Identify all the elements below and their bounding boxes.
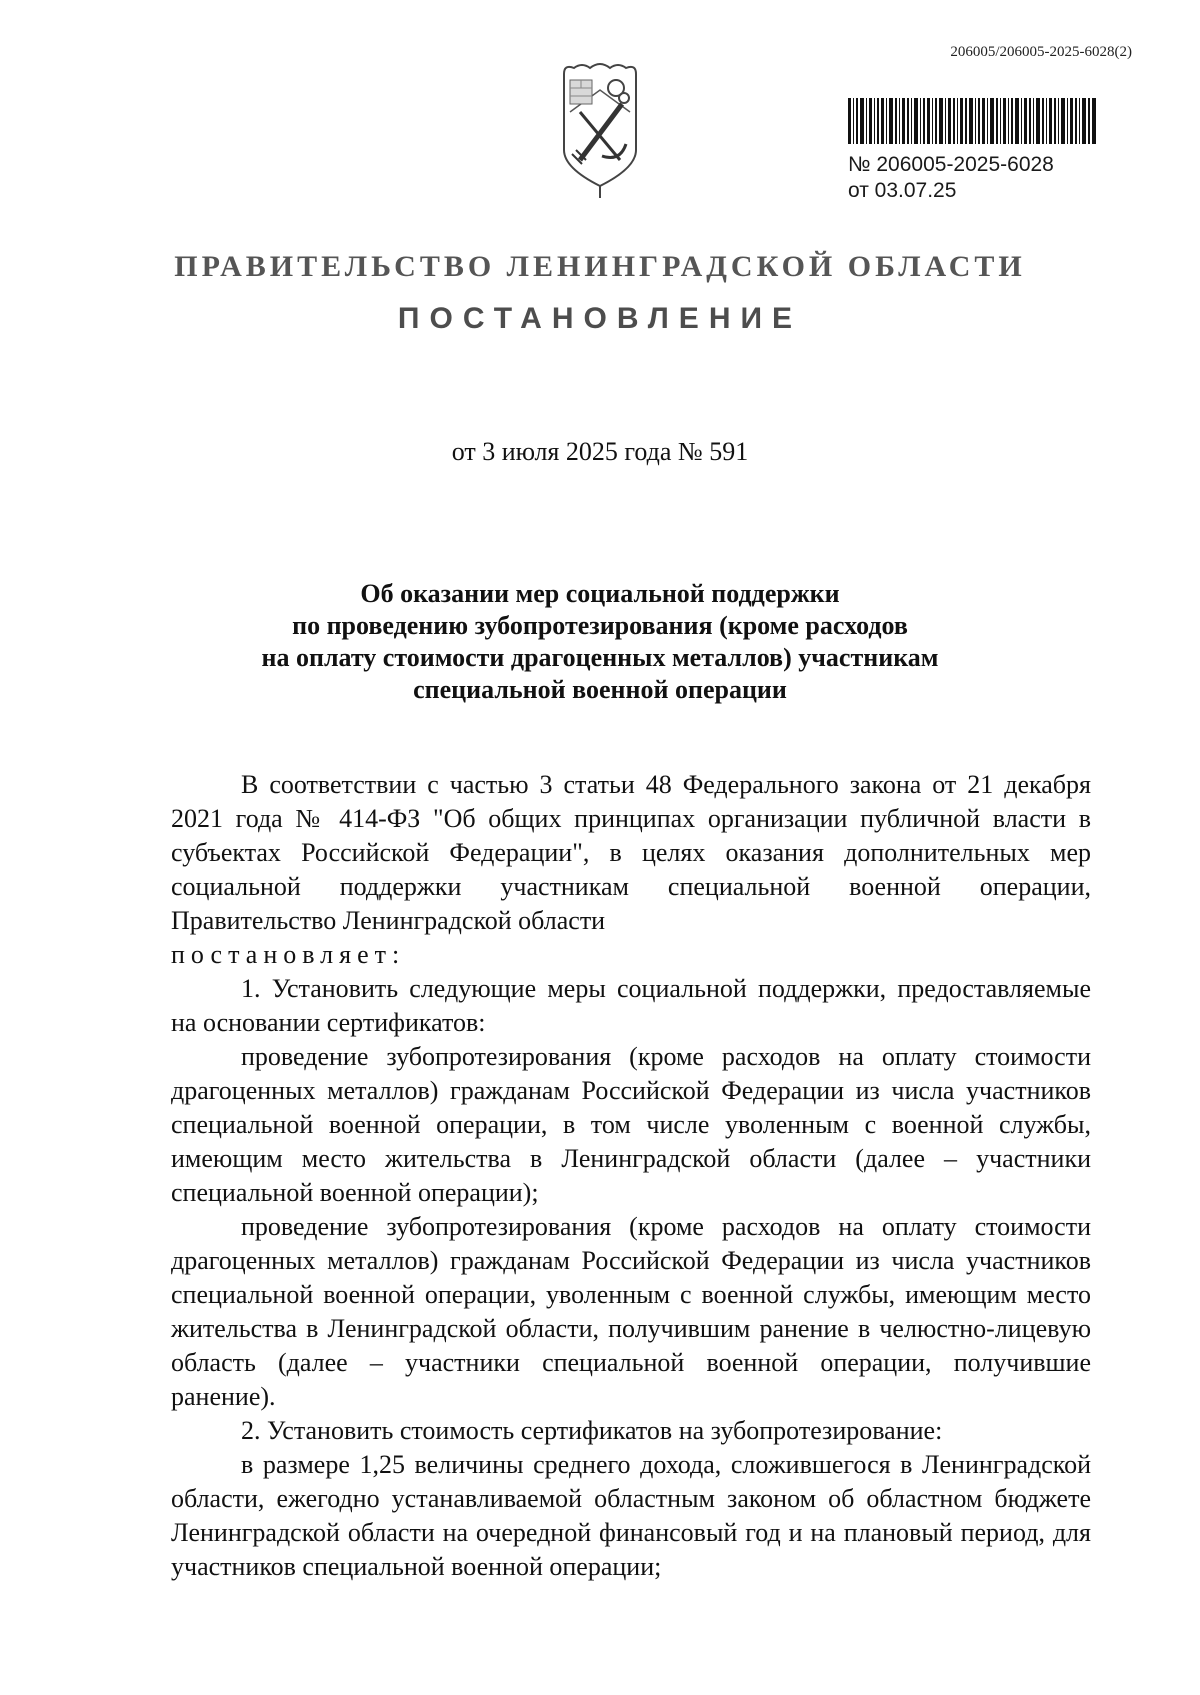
barcode-icon bbox=[848, 98, 1096, 144]
government-title: ПРАВИТЕЛЬСТВО ЛЕНИНГРАДСКОЙ ОБЛАСТИ bbox=[174, 250, 1026, 283]
registration-number: № 206005-2025-6028 bbox=[848, 153, 1054, 176]
registration-block bbox=[848, 98, 1098, 204]
heading-line: по проведению зубопротезирования (кроме расходов bbox=[292, 611, 908, 640]
document-type: ПОСТАНОВЛЕНИЕ bbox=[397, 302, 803, 335]
decree-word: постановляет: bbox=[171, 940, 406, 969]
body-paragraph-3: проведение зубопротезирования (кроме расходов на оплату стоимости драгоценных металлов) гражданам Российской Федерации из числа участников специальной военной операции, уволенным с военной службы, имеющим место жительства в Ленинградской области, получившим ранение в челюстно-лицевую область (далее – участники специальной военной операции, получившие ранение). bbox=[171, 1212, 1091, 1411]
body-paragraph-5: в размере 1,25 величины среднего дохода, сложившегося в Ленинградской области, ежегодно устанавливаемой областным законом об областном бюджете Ленинградской области на очередной финансовый год и на плановый период, для участников специальной военной операции; bbox=[171, 1450, 1091, 1581]
document-reference: 206005/206005-2025-6028(2) bbox=[950, 44, 1132, 60]
registration-date: от 03.07.25 bbox=[848, 179, 957, 202]
heading-line: на оплату стоимости драгоценных металлов) участникам bbox=[261, 643, 939, 672]
document-heading bbox=[200, 578, 1000, 706]
body-paragraph-1: 1. Установить следующие меры социальной поддержки, предоставляемые на основании сертификатов: bbox=[171, 974, 1091, 1037]
heading-line: специальной военной операции bbox=[413, 675, 787, 704]
document-body bbox=[171, 768, 1091, 1584]
body-paragraph-4: 2. Установить стоимость сертификатов на зубопротезирование: bbox=[241, 1416, 943, 1445]
body-paragraph-preamble bbox=[171, 768, 1091, 972]
leningrad-oblast-coat-of-arms-icon bbox=[558, 60, 642, 200]
heading-line: Об оказании мер социальной поддержки bbox=[360, 579, 840, 608]
document-date-line: от 3 июля 2025 года № 591 bbox=[451, 437, 749, 466]
body-paragraph-2: проведение зубопротезирования (кроме расходов на оплату стоимости драгоценных металлов) гражданам Российской Федерации из числа участников специальной военной операции, в том числе уволенным с военной службы, имеющим место жительства в Ленинградской области (далее – участники специальной военной операции); bbox=[171, 1042, 1091, 1207]
preamble-text: В соответствии с частью 3 статьи 48 Федерального закона от 21 декабря 2021 года № 414-ФЗ "Об общих принципах организации публичной власти в субъектах Российской Федерации", в целях оказания дополнительных мер социальной поддержки участникам специальной военной операции, Правительство Ленинградской области bbox=[171, 770, 1091, 935]
